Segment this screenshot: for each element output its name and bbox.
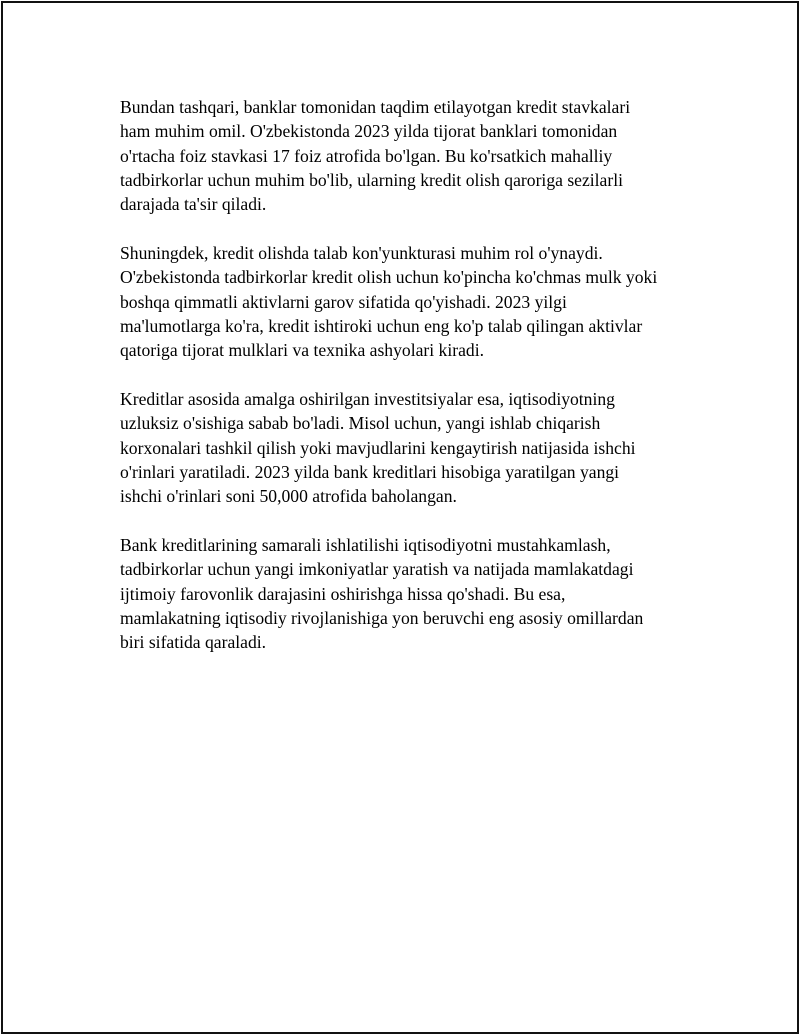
paragraph-3: [120, 387, 710, 508]
text-line: qatoriga tijorat mulklari va texnika ashyolari kiradi.: [120, 340, 484, 361]
text-line: tadbirkorlar uchun yangi imkoniyatlar yaratish va natijada mamlakatdagi: [120, 559, 634, 580]
paragraph-4: [120, 533, 710, 654]
paragraph-2: [120, 241, 710, 362]
text-line: o'rinlari yaratiladi. 2023 yilda bank kreditlari hisobiga yaratilgan yangi: [120, 461, 620, 482]
paragraph-1: [120, 95, 710, 216]
text-line: Kreditlar asosida amalga oshirilgan investitsiyalar esa, iqtisodiyotning: [120, 388, 615, 409]
text-line: uzluksiz o'sishiga sabab bo'ladi. Misol uchun, yangi ishlab chiqarish: [120, 413, 601, 434]
document-body: [120, 95, 710, 679]
text-line: ishchi o'rinlari soni 50,000 atrofida baholangan.: [120, 486, 457, 507]
text-line: O'zbekistonda tadbirkorlar kredit olish uchun ko'pincha ko'chmas mulk yoki: [120, 267, 658, 288]
text-line: o'rtacha foiz stavkasi 17 foiz atrofida bo'lgan. Bu ko'rsatkich mahalliy: [120, 145, 613, 166]
text-line: ma'lumotlarga ko'ra, kredit ishtiroki uchun eng ko'p talab qilingan aktivlar: [120, 315, 643, 336]
text-line: Bank kreditlarining samarali ishlatilishi iqtisodiyotni mustahkamlash,: [120, 534, 611, 555]
text-line: darajada ta'sir qiladi.: [120, 194, 267, 215]
text-line: mamlakatning iqtisodiy rivojlanishiga yon beruvchi eng asosiy omillardan: [120, 607, 644, 628]
text-line: ijtimoiy farovonlik darajasini oshirishga hissa qo'shadi. Bu esa,: [120, 583, 566, 604]
document-page: [1, 1, 799, 1034]
text-line: Shuningdek, kredit olishda talab kon'yunkturasi muhim rol o'ynaydi.: [120, 242, 603, 263]
text-line: boshqa qimmatli aktivlarni garov sifatida qo'yishadi. 2023 yilgi: [120, 291, 567, 312]
text-line: tadbirkorlar uchun muhim bo'lib, ularning kredit olish qaroriga sezilarli: [120, 169, 624, 190]
text-line: biri sifatida qaraladi.: [120, 632, 267, 653]
text-line: korxonalari tashkil qilish yoki mavjudlarini kengaytirish natijasida ishchi: [120, 437, 636, 458]
text-line: Bundan tashqari, banklar tomonidan taqdim etilayotgan kredit stavkalari: [120, 97, 631, 117]
text-line: ham muhim omil. O'zbekistonda 2023 yilda tijorat banklari tomonidan: [120, 121, 618, 142]
